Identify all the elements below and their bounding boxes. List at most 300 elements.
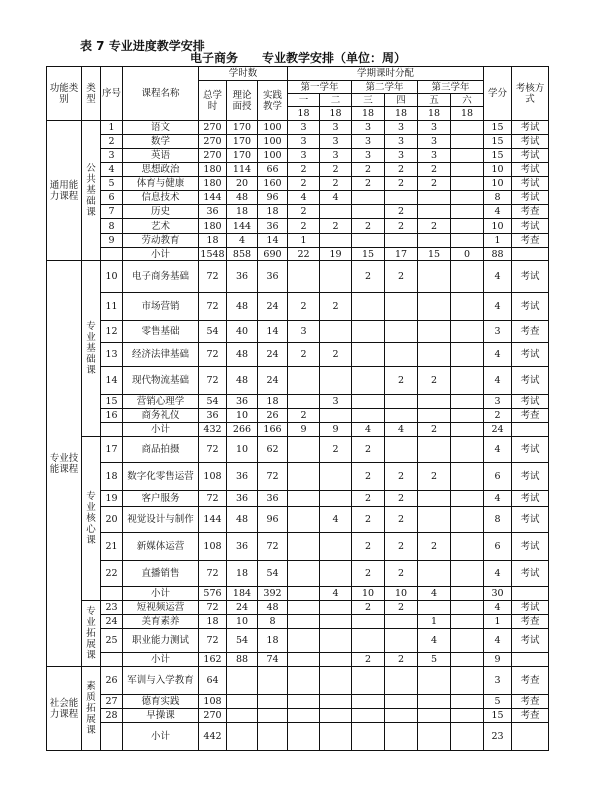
hours-practice-cell: 26 [258, 409, 288, 423]
hours-practice-cell: 690 [258, 248, 288, 261]
header-func-category: 功能类别 [47, 67, 82, 121]
semester-hours-cell [451, 695, 484, 709]
subtotal-label: 小计 [123, 653, 199, 667]
semester-hours-cell: 9 [288, 423, 320, 437]
semester-hours-cell [385, 723, 418, 751]
credit-cell: 8 [484, 507, 512, 533]
seq-cell: 22 [101, 561, 123, 587]
assessment-cell: 考查 [512, 321, 549, 343]
semester-hours-cell [418, 409, 451, 423]
header-weeks: 18 [451, 107, 484, 121]
table-row [47, 423, 549, 437]
semester-hours-cell [352, 723, 385, 751]
hours-practice-cell: 74 [258, 653, 288, 667]
semester-hours-cell: 2 [288, 163, 320, 177]
assessment-cell: 考试 [512, 163, 549, 177]
assessment-cell: 考查 [512, 234, 549, 248]
course-name: 零售基础 [123, 321, 199, 343]
semester-hours-cell [451, 437, 484, 463]
hours-theory-cell: 48 [227, 191, 258, 205]
semester-hours-cell [385, 395, 418, 409]
semester-hours-cell: 2 [352, 163, 385, 177]
header-weeks: 18 [288, 107, 320, 121]
assessment-cell: 考试 [512, 177, 549, 191]
semester-hours-cell: 2 [418, 219, 451, 234]
course-name: 英语 [123, 149, 199, 163]
semester-hours-cell [418, 709, 451, 723]
semester-hours-cell [320, 491, 352, 507]
semester-hours-cell [418, 343, 451, 367]
assessment-cell: 考试 [512, 149, 549, 163]
seq-cell: 18 [101, 463, 123, 491]
hours-total-cell: 270 [199, 135, 227, 149]
hours-total-cell: 72 [199, 561, 227, 587]
semester-hours-cell [418, 395, 451, 409]
course-name: 军训与入学教育 [123, 667, 199, 695]
assessment-cell [512, 653, 549, 667]
credit-cell: 15 [484, 709, 512, 723]
semester-hours-cell [320, 709, 352, 723]
header-hours: 学时数 [199, 67, 288, 81]
semester-hours-cell: 3 [418, 149, 451, 163]
semester-hours-cell: 2 [320, 437, 352, 463]
semester-hours-cell: 2 [385, 205, 418, 219]
semester-hours-cell [418, 191, 451, 205]
semester-hours-cell: 2 [385, 367, 418, 395]
credit-cell: 9 [484, 653, 512, 667]
hours-total-cell: 442 [199, 723, 227, 751]
semester-hours-cell: 3 [288, 121, 320, 135]
seq-cell: 6 [101, 191, 123, 205]
hours-total-cell: 18 [199, 615, 227, 629]
hours-practice-cell: 24 [258, 343, 288, 367]
hours-theory-cell: 36 [227, 463, 258, 491]
credit-cell: 4 [484, 491, 512, 507]
header-course-name: 课程名称 [123, 67, 199, 121]
hours-practice-cell: 48 [258, 601, 288, 615]
assessment-cell: 考试 [512, 395, 549, 409]
semester-hours-cell: 3 [320, 121, 352, 135]
semester-hours-cell [352, 695, 385, 709]
semester-hours-cell: 4 [385, 423, 418, 437]
semester-hours-cell: 3 [320, 395, 352, 409]
semester-hours-cell [418, 601, 451, 615]
seq-cell [101, 587, 123, 601]
assessment-cell: 考试 [512, 293, 549, 321]
hours-theory-cell [227, 667, 258, 695]
hours-practice-cell: 18 [258, 205, 288, 219]
semester-hours-cell [451, 507, 484, 533]
hours-total-cell: 180 [199, 163, 227, 177]
hours-theory-cell: 48 [227, 367, 258, 395]
table-row [47, 615, 549, 629]
header-year2: 第二学年 [352, 81, 418, 94]
credit-cell: 10 [484, 219, 512, 234]
semester-hours-cell [451, 615, 484, 629]
seq-cell: 24 [101, 615, 123, 629]
semester-hours-cell [451, 491, 484, 507]
subtotal-label: 小计 [123, 423, 199, 437]
hours-practice-cell: 100 [258, 121, 288, 135]
credit-cell: 15 [484, 149, 512, 163]
semester-hours-cell [288, 507, 320, 533]
hours-practice-cell: 96 [258, 507, 288, 533]
semester-hours-cell [451, 587, 484, 601]
semester-hours-cell [451, 321, 484, 343]
table-row [47, 121, 549, 135]
table-row [47, 667, 549, 695]
hours-total-cell: 270 [199, 149, 227, 163]
credit-cell: 8 [484, 191, 512, 205]
table-row [47, 561, 549, 587]
table-row [47, 135, 549, 149]
course-name: 短视频运营 [123, 601, 199, 615]
credit-cell: 4 [484, 561, 512, 587]
course-name: 数学 [123, 135, 199, 149]
semester-hours-cell [320, 601, 352, 615]
header-semester-dist: 学期课时分配 [288, 67, 484, 81]
table-row [47, 723, 549, 751]
header-sem: 一 [288, 94, 320, 107]
semester-hours-cell: 4 [320, 587, 352, 601]
credit-cell: 3 [484, 395, 512, 409]
seq-cell: 19 [101, 491, 123, 507]
course-name: 经济法律基础 [123, 343, 199, 367]
type-cell: 专业核心课 [82, 437, 101, 601]
header-assessment: 考核方式 [512, 67, 549, 121]
course-name: 早操课 [123, 709, 199, 723]
table-row [47, 395, 549, 409]
semester-hours-cell: 2 [418, 533, 451, 561]
course-name: 体育与健康 [123, 177, 199, 191]
semester-hours-cell: 2 [352, 561, 385, 587]
semester-hours-cell [288, 709, 320, 723]
semester-hours-cell: 2 [352, 177, 385, 191]
semester-hours-cell [451, 629, 484, 653]
semester-hours-cell: 2 [385, 177, 418, 191]
semester-hours-cell: 2 [320, 219, 352, 234]
header-seq: 序号 [101, 67, 123, 121]
header-weeks: 18 [385, 107, 418, 121]
semester-hours-cell [451, 261, 484, 293]
seq-cell: 23 [101, 601, 123, 615]
hours-theory-cell: 18 [227, 561, 258, 587]
semester-hours-cell: 5 [418, 653, 451, 667]
seq-cell: 4 [101, 163, 123, 177]
hours-practice-cell: 62 [258, 437, 288, 463]
hours-theory-cell: 20 [227, 177, 258, 191]
hours-theory-cell: 18 [227, 205, 258, 219]
seq-cell: 13 [101, 343, 123, 367]
seq-cell: 20 [101, 507, 123, 533]
header-type: 类型 [82, 67, 101, 121]
semester-hours-cell: 15 [352, 248, 385, 261]
hours-total-cell: 72 [199, 293, 227, 321]
credit-cell: 3 [484, 321, 512, 343]
semester-hours-cell [320, 367, 352, 395]
semester-hours-cell [418, 234, 451, 248]
func-category-cell: 专业技能课程 [47, 261, 82, 667]
semester-hours-cell [320, 234, 352, 248]
course-name: 职业能力测试 [123, 629, 199, 653]
assessment-cell: 考试 [512, 191, 549, 205]
hours-theory-cell: 36 [227, 533, 258, 561]
table-row [47, 234, 549, 248]
table-row [47, 629, 549, 653]
hours-total-cell: 162 [199, 653, 227, 667]
type-cell: 素质拓展课 [82, 667, 101, 751]
semester-hours-cell [352, 409, 385, 423]
semester-hours-cell: 2 [352, 533, 385, 561]
hours-total-cell: 576 [199, 587, 227, 601]
credit-cell: 30 [484, 587, 512, 601]
semester-hours-cell: 22 [288, 248, 320, 261]
seq-cell: 27 [101, 695, 123, 709]
semester-hours-cell [385, 409, 418, 423]
seq-cell: 25 [101, 629, 123, 653]
seq-cell: 7 [101, 205, 123, 219]
semester-hours-cell: 2 [320, 343, 352, 367]
hours-theory-cell: 170 [227, 135, 258, 149]
table-row [47, 177, 549, 191]
semester-hours-cell: 2 [288, 343, 320, 367]
header-sem: 二 [320, 94, 352, 107]
assessment-cell: 考试 [512, 367, 549, 395]
hours-practice-cell: 100 [258, 135, 288, 149]
semester-hours-cell: 0 [451, 248, 484, 261]
semester-hours-cell [418, 205, 451, 219]
hours-theory-cell: 266 [227, 423, 258, 437]
semester-hours-cell [352, 367, 385, 395]
hours-practice-cell: 18 [258, 629, 288, 653]
semester-hours-cell [352, 395, 385, 409]
type-cell: 专业基础课 [82, 261, 101, 437]
semester-hours-cell [451, 533, 484, 561]
hours-total-cell: 108 [199, 463, 227, 491]
credit-cell: 4 [484, 343, 512, 367]
seq-cell: 3 [101, 149, 123, 163]
semester-hours-cell [451, 367, 484, 395]
semester-hours-cell [451, 409, 484, 423]
seq-cell: 9 [101, 234, 123, 248]
course-name: 电子商务基础 [123, 261, 199, 293]
major-name: 电子商务 [190, 51, 239, 65]
semester-hours-cell: 2 [320, 163, 352, 177]
hours-practice-cell: 36 [258, 219, 288, 234]
table-row [47, 163, 549, 177]
semester-hours-cell [451, 121, 484, 135]
semester-hours-cell: 3 [385, 149, 418, 163]
semester-hours-cell [385, 321, 418, 343]
seq-cell: 11 [101, 293, 123, 321]
semester-hours-cell: 3 [385, 121, 418, 135]
semester-hours-cell [385, 437, 418, 463]
semester-hours-cell [320, 321, 352, 343]
assessment-cell: 考查 [512, 695, 549, 709]
assessment-cell: 考试 [512, 261, 549, 293]
semester-hours-cell [385, 343, 418, 367]
table-row [47, 191, 549, 205]
course-name: 营销心理学 [123, 395, 199, 409]
hours-total-cell: 36 [199, 409, 227, 423]
header-sem: 五 [418, 94, 451, 107]
assessment-cell: 考查 [512, 667, 549, 695]
semester-hours-cell: 2 [418, 177, 451, 191]
semester-hours-cell [385, 293, 418, 321]
semester-hours-cell [320, 463, 352, 491]
semester-hours-cell: 1 [288, 234, 320, 248]
hours-theory-cell: 48 [227, 343, 258, 367]
assessment-cell: 考试 [512, 135, 549, 149]
header-weeks: 18 [418, 107, 451, 121]
hours-theory-cell: 48 [227, 293, 258, 321]
header-sem: 三 [352, 94, 385, 107]
semester-hours-cell: 2 [385, 561, 418, 587]
hours-practice-cell [258, 723, 288, 751]
semester-hours-cell: 4 [352, 423, 385, 437]
semester-hours-cell: 3 [418, 135, 451, 149]
hours-theory-cell [227, 723, 258, 751]
course-name: 市场营销 [123, 293, 199, 321]
hours-total-cell: 270 [199, 121, 227, 135]
hours-theory-cell: 170 [227, 121, 258, 135]
semester-hours-cell: 3 [320, 135, 352, 149]
credit-cell: 1 [484, 234, 512, 248]
semester-hours-cell [288, 561, 320, 587]
credit-cell: 4 [484, 293, 512, 321]
credit-cell: 24 [484, 423, 512, 437]
hours-practice-cell: 166 [258, 423, 288, 437]
assessment-cell: 考试 [512, 561, 549, 587]
course-name: 新媒体运营 [123, 533, 199, 561]
semester-hours-cell: 2 [385, 601, 418, 615]
semester-hours-cell [451, 177, 484, 191]
semester-hours-cell [320, 695, 352, 709]
credit-cell: 6 [484, 533, 512, 561]
hours-total-cell: 108 [199, 695, 227, 709]
hours-theory-cell [227, 695, 258, 709]
hours-practice-cell: 72 [258, 463, 288, 491]
semester-hours-cell [451, 395, 484, 409]
hours-theory-cell: 54 [227, 629, 258, 653]
hours-theory-cell: 88 [227, 653, 258, 667]
seq-cell: 26 [101, 667, 123, 695]
hours-total-cell: 180 [199, 219, 227, 234]
semester-hours-cell [418, 491, 451, 507]
semester-hours-cell [385, 667, 418, 695]
hours-theory-cell: 36 [227, 395, 258, 409]
course-name: 数字化零售运营 [123, 463, 199, 491]
func-category-cell: 社会能力课程 [47, 667, 82, 751]
semester-hours-cell: 2 [288, 293, 320, 321]
hours-total-cell: 18 [199, 234, 227, 248]
table-row [47, 653, 549, 667]
course-name: 劳动教育 [123, 234, 199, 248]
semester-hours-cell [320, 629, 352, 653]
semester-hours-cell [288, 395, 320, 409]
semester-hours-cell [320, 723, 352, 751]
seq-cell: 17 [101, 437, 123, 463]
hours-practice-cell: 96 [258, 191, 288, 205]
semester-hours-cell [451, 135, 484, 149]
semester-hours-cell [418, 321, 451, 343]
semester-hours-cell [352, 667, 385, 695]
seq-cell [101, 423, 123, 437]
hours-theory-cell: 48 [227, 507, 258, 533]
header-sem: 六 [451, 94, 484, 107]
hours-theory-cell [227, 709, 258, 723]
semester-hours-cell [288, 491, 320, 507]
seq-cell: 15 [101, 395, 123, 409]
semester-hours-cell [320, 667, 352, 695]
credit-cell: 4 [484, 601, 512, 615]
semester-hours-cell: 2 [288, 409, 320, 423]
assessment-cell: 考试 [512, 121, 549, 135]
semester-hours-cell: 1 [418, 615, 451, 629]
hours-theory-cell: 24 [227, 601, 258, 615]
header-weeks: 18 [352, 107, 385, 121]
semester-hours-cell [418, 695, 451, 709]
semester-hours-cell [288, 463, 320, 491]
semester-hours-cell [288, 587, 320, 601]
hours-total-cell: 108 [199, 533, 227, 561]
semester-hours-cell: 2 [418, 463, 451, 491]
table-row [47, 709, 549, 723]
table-row [47, 205, 549, 219]
assessment-cell: 考试 [512, 629, 549, 653]
semester-hours-cell [288, 261, 320, 293]
semester-hours-cell [418, 437, 451, 463]
semester-hours-cell [352, 615, 385, 629]
seq-cell: 12 [101, 321, 123, 343]
semester-hours-cell [320, 561, 352, 587]
credit-cell: 10 [484, 177, 512, 191]
assessment-cell: 考试 [512, 437, 549, 463]
course-name: 商务礼仪 [123, 409, 199, 423]
semester-hours-cell [451, 723, 484, 751]
table-row [47, 261, 549, 293]
semester-hours-cell: 3 [320, 149, 352, 163]
title-text: 专业教学安排（单位：周） [262, 51, 407, 65]
seq-cell: 21 [101, 533, 123, 561]
credit-cell: 4 [484, 629, 512, 653]
assessment-cell: 考试 [512, 601, 549, 615]
hours-theory-cell: 184 [227, 587, 258, 601]
semester-hours-cell [385, 695, 418, 709]
semester-hours-cell: 3 [352, 135, 385, 149]
assessment-cell: 考试 [512, 463, 549, 491]
hours-total-cell: 54 [199, 321, 227, 343]
header-year1: 第一学年 [288, 81, 352, 94]
subtotal-label: 小计 [123, 248, 199, 261]
semester-hours-cell: 3 [352, 149, 385, 163]
semester-hours-cell [352, 709, 385, 723]
semester-hours-cell [288, 723, 320, 751]
hours-total-cell: 72 [199, 629, 227, 653]
hours-practice-cell: 18 [258, 395, 288, 409]
assessment-cell: 考试 [512, 507, 549, 533]
semester-hours-cell [288, 615, 320, 629]
semester-hours-cell: 10 [352, 587, 385, 601]
hours-theory-cell: 4 [227, 234, 258, 248]
hours-total-cell: 144 [199, 191, 227, 205]
table-row [47, 463, 549, 491]
semester-hours-cell: 2 [385, 261, 418, 293]
semester-hours-cell [418, 723, 451, 751]
semester-hours-cell: 4 [288, 191, 320, 205]
semester-hours-cell [352, 629, 385, 653]
hours-practice-cell: 14 [258, 234, 288, 248]
